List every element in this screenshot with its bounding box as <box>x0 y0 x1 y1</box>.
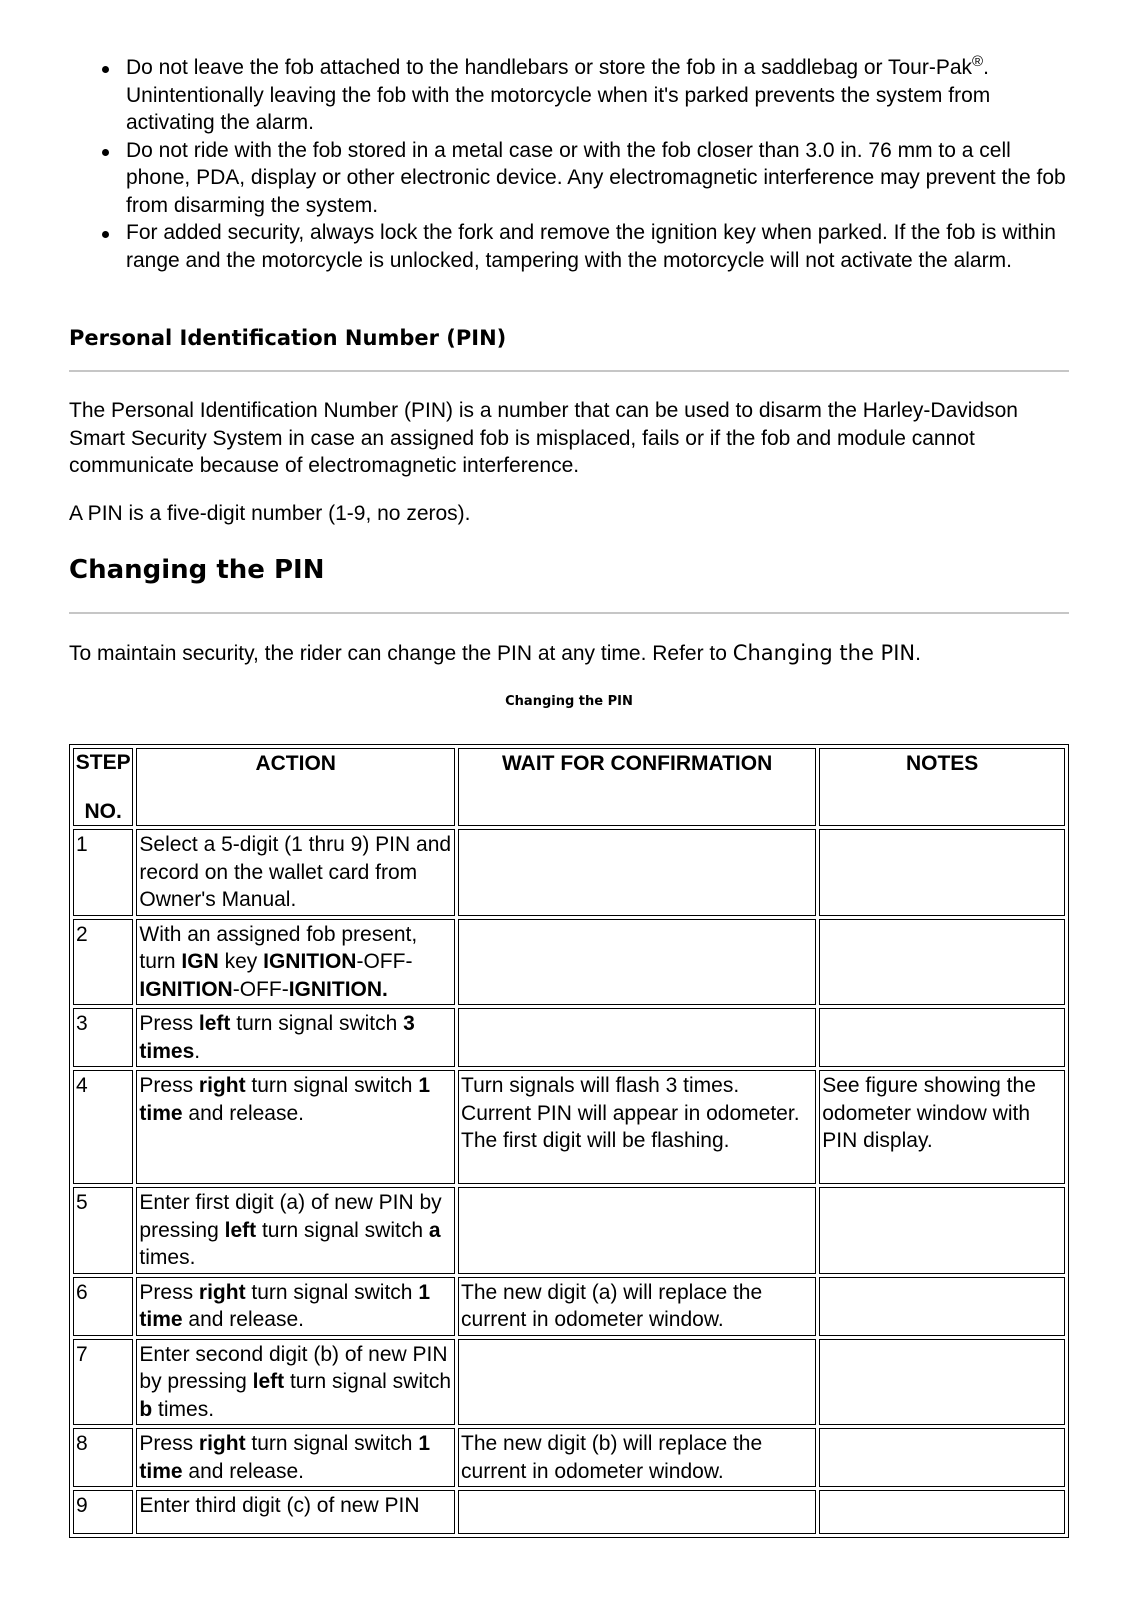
notes-header: NOTES <box>819 748 1065 826</box>
confirmation-cell: Turn signals will flash 3 times. Current PIN will appear in odometer. The first digit will be flashing. <box>458 1070 816 1184</box>
bullet-icon <box>102 149 109 156</box>
action-text: turn signal switch <box>230 1012 404 1035</box>
action-text: Enter second digit (b) of new PIN by pressing <box>139 1342 448 1393</box>
notes-cell <box>819 1008 1065 1067</box>
step-number-cell: 4 <box>73 1070 133 1184</box>
step-number-cell: 6 <box>73 1277 133 1336</box>
action-cell <box>136 1490 455 1534</box>
table-header-row <box>73 748 1065 826</box>
pin-format-note: A PIN is a five-digit number (1-9, no zeros). <box>69 502 471 525</box>
action-text: . <box>194 1039 201 1063</box>
action-emphasis: right <box>198 1074 246 1097</box>
action-emphasis: IGNITION. <box>288 977 388 1001</box>
action-cell <box>136 1187 455 1274</box>
action-text: key <box>218 950 264 973</box>
confirmation-cell: The new digit (a) will replace the current in odometer window. <box>458 1277 816 1336</box>
change-pin-intro <box>69 640 1069 668</box>
action-text: With an assigned fob present, turn <box>139 922 418 973</box>
registered-mark: ® <box>972 53 984 70</box>
action-text: Press <box>139 1432 199 1455</box>
action-text: times. <box>139 1246 196 1269</box>
action-text: Enter first digit (a) of new PIN by pressing <box>139 1191 442 1242</box>
wait-header: WAIT FOR CONFIRMATION <box>458 748 816 826</box>
action-text: turn signal switch <box>284 1370 452 1393</box>
action-emphasis: 1 time <box>139 1074 430 1125</box>
bullet-text: Do not ride with the fob stored in a metal case or with the fob closer than 3.0 in. 76 mm to a cell phone, PDA, display or other electronic device. Any electromagnetic interference may prevent the fob from disarming the system. <box>126 138 1066 217</box>
step-header: STEP NO. <box>73 748 133 826</box>
action-emphasis: right <box>198 1432 246 1455</box>
intro-text: To maintain security, the rider can change the PIN at any time. Refer to <box>69 642 733 665</box>
step-number-cell: 2 <box>73 919 133 1006</box>
change-pin-heading: Changing the PIN <box>69 555 325 585</box>
notes-cell <box>819 1277 1065 1336</box>
confirmation-cell <box>458 1490 816 1534</box>
step-number-cell: 3 <box>73 1008 133 1067</box>
action-cell <box>136 1070 455 1184</box>
action-cell <box>136 1277 455 1336</box>
action-cell <box>136 829 455 916</box>
action-cell <box>136 1339 455 1426</box>
action-cell <box>136 919 455 1006</box>
confirmation-cell: The new digit (b) will replace the current in odometer window. <box>458 1428 816 1487</box>
section-divider <box>69 370 1069 372</box>
list-item <box>69 54 1069 137</box>
action-text: -OFF- <box>356 950 413 973</box>
table-row <box>73 1070 1065 1184</box>
action-emphasis: IGNITION <box>139 977 233 1001</box>
step-number-cell: 7 <box>73 1339 133 1426</box>
action-emphasis: left <box>198 1012 231 1035</box>
action-text: and release. <box>182 1308 304 1331</box>
action-emphasis: 1 time <box>139 1432 430 1483</box>
action-header: ACTION <box>136 748 455 826</box>
table-caption: Changing the PIN <box>505 694 633 709</box>
table-reference-link[interactable]: Changing the PIN <box>732 641 916 665</box>
confirmation-cell <box>458 829 816 916</box>
table-row <box>73 829 1065 916</box>
action-text: times. <box>152 1397 215 1421</box>
action-text: Press <box>139 1012 199 1035</box>
action-text: Press <box>139 1280 199 1304</box>
action-emphasis: IGN <box>181 950 219 973</box>
pin-section-heading: Personal Identification Number (PIN) <box>69 326 507 350</box>
list-item <box>69 219 1069 274</box>
step-number-cell: 5 <box>73 1187 133 1274</box>
intro-end: . <box>915 642 921 665</box>
notes-cell <box>819 1428 1065 1487</box>
action-cell <box>136 1428 455 1487</box>
action-text: -OFF- <box>232 977 289 1001</box>
action-text: and release. <box>182 1459 304 1483</box>
table-row <box>73 1428 1065 1487</box>
action-text: Press <box>139 1074 199 1097</box>
notes-cell <box>819 1490 1065 1534</box>
bullet-text-cont: . Unintentionally leaving the fob with the motorcycle when it's parked prevents the system from activating the alarm. <box>126 56 991 134</box>
confirmation-cell <box>458 1008 816 1067</box>
list-item <box>69 137 1069 220</box>
action-text: Enter third digit (c) of new PIN <box>139 1494 420 1517</box>
table-row <box>73 1187 1065 1274</box>
pin-description: The Personal Identification Number (PIN) is a number that can be used to disarm the Harley-Davidson Smart Security System in case an assigned fob is misplaced, fails or if the fob and module cannot communicate because of electromagnetic interference. <box>69 399 1018 477</box>
table-row <box>73 919 1065 1006</box>
step-number-cell: 1 <box>73 829 133 916</box>
action-emphasis: b <box>139 1397 153 1421</box>
action-text: turn signal switch <box>245 1074 419 1097</box>
action-emphasis: a <box>428 1218 441 1242</box>
action-emphasis: left <box>224 1218 257 1242</box>
table-row <box>73 1339 1065 1426</box>
notes-cell <box>819 829 1065 916</box>
bullet-icon <box>102 231 109 238</box>
table-body <box>73 829 1065 1534</box>
step-number-cell: 9 <box>73 1490 133 1534</box>
bullet-icon <box>102 66 109 73</box>
action-text: and release. <box>182 1101 304 1125</box>
confirmation-cell <box>458 919 816 1006</box>
table-row <box>73 1277 1065 1336</box>
action-emphasis: 3 times <box>139 1012 415 1063</box>
notes-cell <box>819 919 1065 1006</box>
action-emphasis: IGNITION <box>263 950 357 973</box>
action-text: turn signal switch <box>256 1218 429 1242</box>
step-number-cell: 8 <box>73 1428 133 1487</box>
table-row <box>73 1490 1065 1534</box>
notes-cell <box>819 1339 1065 1426</box>
action-emphasis: 1 time <box>139 1280 430 1331</box>
bullet-text: For added security, always lock the fork and remove the ignition key when parked. If the fob is within range and the motorcycle is unlocked, tampering with the motorcycle will not activate the alarm. <box>126 221 1056 272</box>
confirmation-cell <box>458 1339 816 1426</box>
table-row <box>73 1008 1065 1067</box>
change-pin-table <box>69 744 1069 1538</box>
security-tips-list <box>69 54 1069 274</box>
section-divider <box>69 612 1069 614</box>
action-emphasis: right <box>198 1280 246 1304</box>
notes-cell <box>819 1187 1065 1274</box>
action-cell <box>136 1008 455 1067</box>
confirmation-cell <box>458 1187 816 1274</box>
action-text: turn signal switch <box>245 1280 419 1304</box>
bullet-text: Do not leave the fob attached to the handlebars or store the fob in a saddlebag or Tour-Pak <box>126 56 973 79</box>
action-emphasis: left <box>252 1370 285 1393</box>
action-text: turn signal switch <box>245 1432 419 1455</box>
action-text: Select a 5-digit (1 thru 9) PIN and record on the wallet card from Owner's Manual. <box>139 833 452 911</box>
notes-cell: See figure showing the odometer window with PIN display. <box>819 1070 1065 1184</box>
